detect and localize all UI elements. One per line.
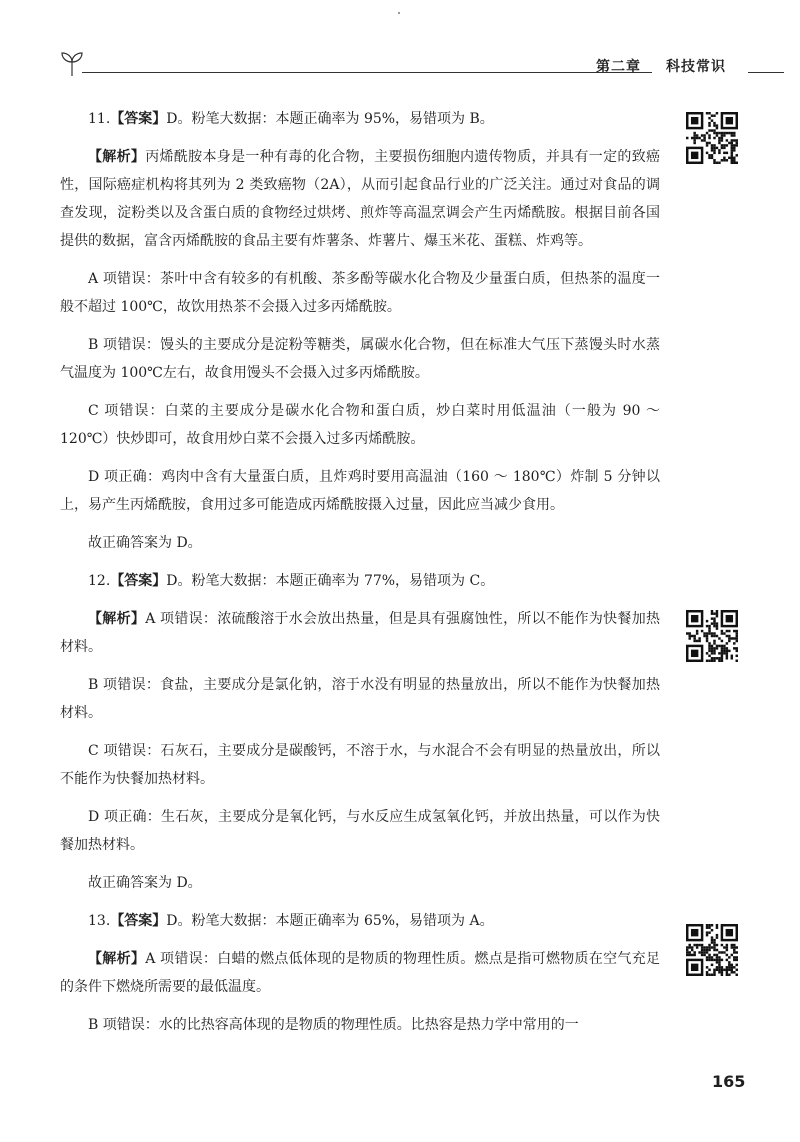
section-tag: 【解析】	[88, 951, 146, 967]
question-number: 11.	[88, 111, 111, 127]
paragraph	[60, 907, 660, 935]
section-tag: 【答案】	[110, 573, 167, 589]
page-number: 165	[712, 1072, 746, 1091]
paragraph	[60, 671, 660, 727]
chapter-label: 第二章	[596, 59, 641, 75]
paragraph-text: D。粉笔大数据：本题正确率为 77%，易错项为 C。	[166, 573, 495, 589]
paragraph	[60, 605, 660, 661]
paragraph	[60, 265, 660, 321]
paragraph	[60, 463, 660, 519]
paragraph	[60, 803, 660, 859]
page-header	[60, 50, 780, 80]
paragraph	[60, 869, 660, 897]
paragraph	[60, 1011, 660, 1039]
paragraph-text: D。粉笔大数据：本题正确率为 95%，易错项为 B。	[166, 111, 494, 127]
paragraph	[60, 529, 660, 557]
paragraph-text: A 项错误：白蜡的燃点低体现的是物质的物理性质。燃点是指可燃物质在空气充足的条件下燃烧所需要的最低温度。	[60, 951, 661, 995]
paragraph-text: A 项错误：浓硫酸溶于水会放出热量，但是具有强腐蚀性，所以不能作为快餐加热材料。	[60, 611, 661, 655]
paragraph-text: C 项错误：白菜的主要成分是碳水化合物和蛋白质，炒白菜时用低温油（一般为 90 ～ 120℃）快炒即可，故食用炒白菜不会摄入过多丙烯酰胺。	[60, 403, 660, 447]
qr-code-icon[interactable]	[686, 112, 738, 164]
paragraph-text: 故正确答案为 D。	[88, 875, 202, 891]
question-number: 13.	[88, 913, 111, 929]
paragraph-text: C 项错误：石灰石，主要成分是碳酸钙，不溶于水，与水混合不会有明显的热量放出，所以不能作为快餐加热材料。	[60, 743, 660, 787]
header-rule	[82, 72, 652, 73]
paragraph-text: B 项错误：食盐，主要成分是氯化钠，溶于水没有明显的热量放出，所以不能作为快餐加热材料。	[60, 677, 660, 721]
scan-speck	[398, 12, 400, 14]
paragraph-text: D。粉笔大数据：本题正确率为 65%，易错项为 A。	[166, 913, 494, 929]
section-tag: 【解析】	[88, 149, 146, 165]
question-number: 12.	[88, 573, 111, 589]
paragraph-text: 丙烯酰胺本身是一种有毒的化合物，主要损伤细胞内遗传物质，并具有一定的致癌性，国际癌症机构将其列为 2 类致癌物（2A），从而引起食品行业的广泛关注。通过对食品的调查发现，淀粉类以及含蛋白质的食物经过烘烤、煎炸等高温烹调会产生丙烯酰胺。根据目前各国提供的数据，富含丙烯酰胺的食品主要有炸薯条、炸薯片、爆玉米花、蛋糕、炸鸡等。	[60, 149, 661, 249]
paragraph	[60, 945, 660, 1001]
sprout-icon	[60, 50, 84, 78]
paragraph-text: B 项错误：馒头的主要成分是淀粉等糖类，属碳水化合物，但在标准大气压下蒸馒头时水蒸气温度为 100℃左右，故食用馒头不会摄入过多丙烯酰胺。	[60, 337, 660, 381]
paragraph-text: 故正确答案为 D。	[88, 535, 202, 551]
subject-label: 科技常识	[666, 59, 726, 75]
paragraph-text: B 项错误：水的比热容高体现的是物质的物理性质。比热容是热力学中常用的一	[88, 1017, 579, 1033]
section-tag: 【答案】	[110, 913, 167, 929]
paragraph	[60, 397, 660, 453]
paragraph	[60, 567, 660, 595]
paragraph	[60, 143, 660, 255]
paragraph	[60, 331, 660, 387]
paragraph-text: A 项错误：茶叶中含有较多的有机酸、茶多酚等碳水化合物及少量蛋白质，但热茶的温度一般不超过 100℃，故饮用热茶不会摄入过多丙烯酰胺。	[60, 271, 660, 315]
answer-explanations	[60, 105, 660, 1049]
qr-code-icon[interactable]	[686, 610, 738, 662]
paragraph	[60, 737, 660, 793]
paragraph-text: D 项正确：鸡肉中含有大量蛋白质，且炸鸡时要用高温油（160 ～ 180℃）炸制 5 分钟以上，易产生丙烯酰胺，食用过多可能造成丙烯酰胺摄入过量，因此应当减少食用。	[60, 469, 660, 513]
qr-code-icon[interactable]	[686, 924, 738, 976]
header-rule-end	[748, 72, 784, 73]
section-tag: 【答案】	[110, 111, 167, 127]
paragraph	[60, 105, 660, 133]
section-tag: 【解析】	[88, 611, 146, 627]
paragraph-text: D 项正确：生石灰，主要成分是氧化钙，与水反应生成氢氧化钙，并放出热量，可以作为快餐加热材料。	[60, 809, 660, 853]
